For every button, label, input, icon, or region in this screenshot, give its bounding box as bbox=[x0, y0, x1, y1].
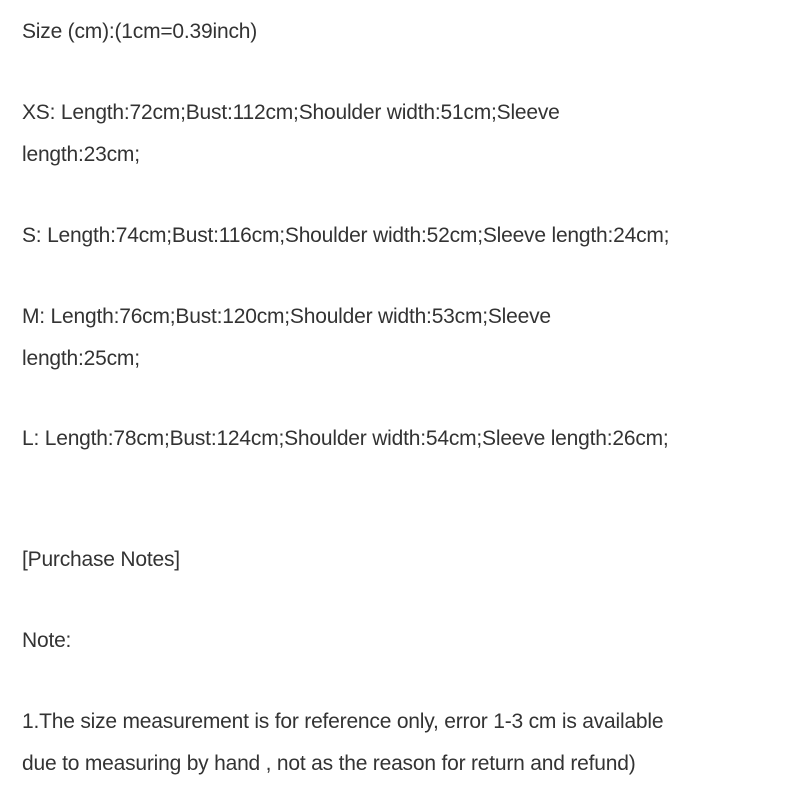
size-header: Size (cm):(1cm=0.39inch) bbox=[22, 20, 258, 43]
size-l-line: L: Length:78cm;Bust:124cm;Shoulder width:54cm;Sleeve length:26cm; bbox=[22, 427, 669, 450]
note-1-line-2: due to measuring by hand , not as the reason for return and refund) bbox=[22, 752, 636, 775]
size-s-line: S: Length:74cm;Bust:116cm;Shoulder width:52cm;Sleeve length:24cm; bbox=[22, 224, 670, 247]
size-xs-line-1: XS: Length:72cm;Bust:112cm;Shoulder width:51cm;Sleeve bbox=[22, 101, 560, 124]
note-1-line-1: 1.The size measurement is for reference only, error 1-3 cm is available bbox=[22, 710, 664, 733]
size-m-line-2: length:25cm; bbox=[22, 347, 140, 370]
size-xs-line-2: length:23cm; bbox=[22, 143, 140, 166]
size-m-line-1: M: Length:76cm;Bust:120cm;Shoulder width:53cm;Sleeve bbox=[22, 305, 551, 328]
note-label: Note: bbox=[22, 629, 72, 652]
purchase-notes-heading: [Purchase Notes] bbox=[22, 548, 180, 571]
